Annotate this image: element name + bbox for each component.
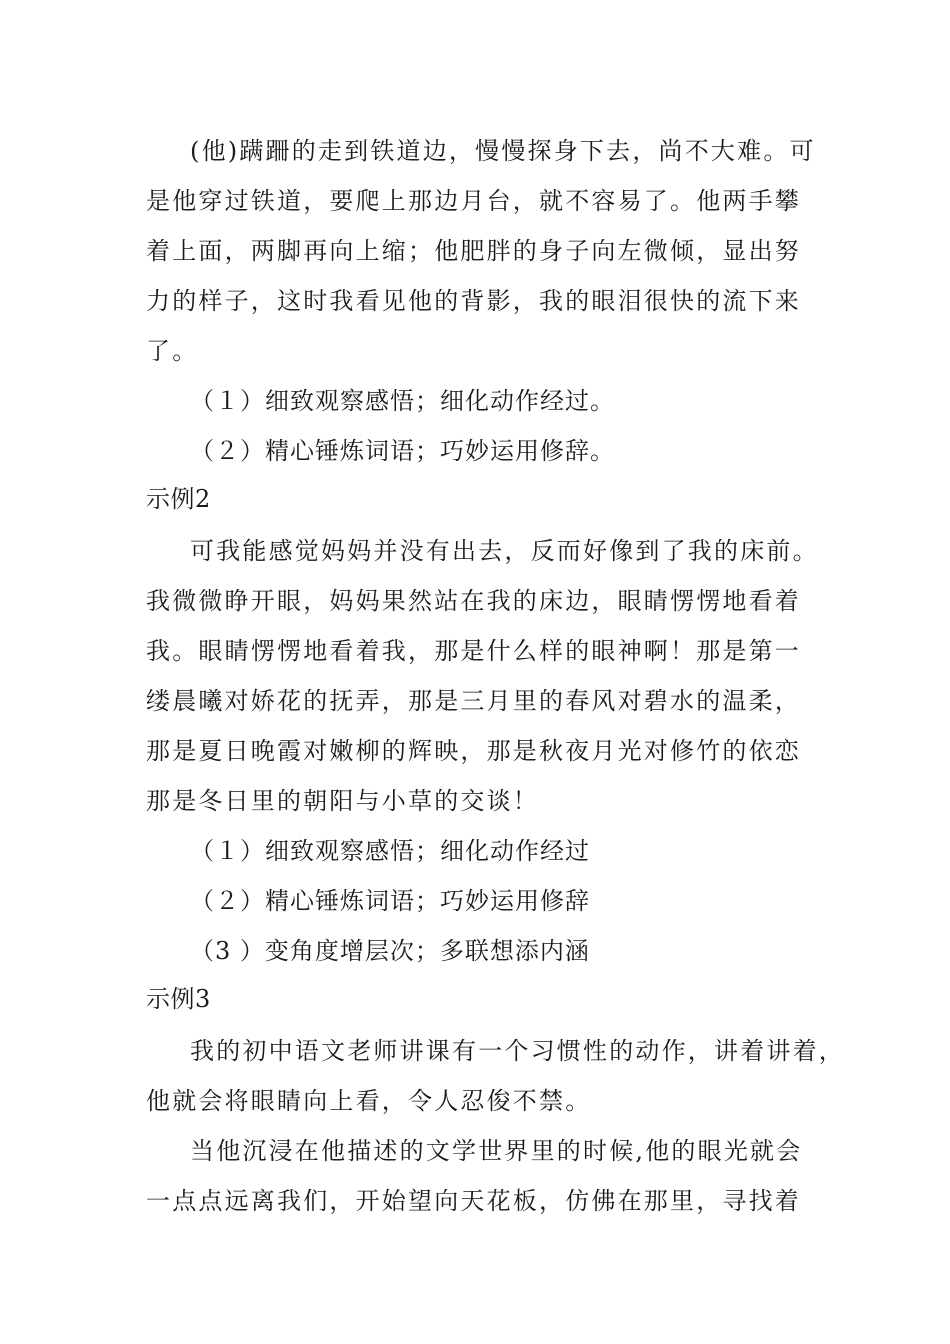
paragraph-line: 是他穿过铁道，要爬上那边月台，就不容易了。他两手攀 — [146, 187, 801, 215]
list-item: （１）细致观察感悟；细化动作经过。 — [190, 387, 615, 415]
list-item: （２）精心锤炼词语；巧妙运用修辞。 — [190, 437, 615, 465]
paragraph-line: 了。 — [146, 337, 199, 365]
paragraph-line: 那是夏日晚霞对嫩柳的辉映，那是秋夜月光对修竹的依恋 — [146, 737, 801, 765]
paragraph-line: 当他沉浸在他描述的文学世界里的时候,他的眼光就会 — [190, 1137, 803, 1165]
paragraph-line: 着上面，两脚再向上缩；他肥胖的身子向左微倾，显出努 — [146, 237, 801, 265]
paragraph-line: 那是冬日里的朝阳与小草的交谈！ — [146, 787, 539, 815]
paragraph-line: (他)蹒跚的走到铁道边，慢慢探身下去，尚不大难。可 — [190, 137, 816, 165]
list-item: （１）细致观察感悟；细化动作经过 — [190, 837, 590, 865]
list-item: （２）精心锤炼词语；巧妙运用修辞 — [190, 887, 590, 915]
list-item: （3 ）变角度增层次；多联想添内涵 — [190, 937, 590, 965]
paragraph-line: 我微微睁开眼，妈妈果然站在我的床边，眼睛愣愣地看着 — [146, 587, 801, 615]
paragraph-line: 我的初中语文老师讲课有一个习惯性的动作，讲着讲着， — [190, 1037, 845, 1065]
section-heading: 示例2 — [146, 485, 211, 513]
paragraph-line: 缕晨曦对娇花的抚弄，那是三月里的春风对碧水的温柔， — [146, 687, 801, 715]
paragraph-line: 一点点远离我们，开始望向天花板，仿佛在那里，寻找着 — [146, 1187, 801, 1215]
paragraph-line: 力的样子，这时我看见他的背影，我的眼泪很快的流下来 — [146, 287, 801, 315]
section-heading: 示例3 — [146, 985, 211, 1013]
paragraph-line: 他就会将眼睛向上看，令人忍俊不禁。 — [146, 1087, 592, 1115]
paragraph-line: 可我能感觉妈妈并没有出去，反而好像到了我的床前。 — [190, 537, 819, 565]
paragraph-line: 我。眼睛愣愣地看着我，那是什么样的眼神啊！那是第一 — [146, 637, 801, 665]
